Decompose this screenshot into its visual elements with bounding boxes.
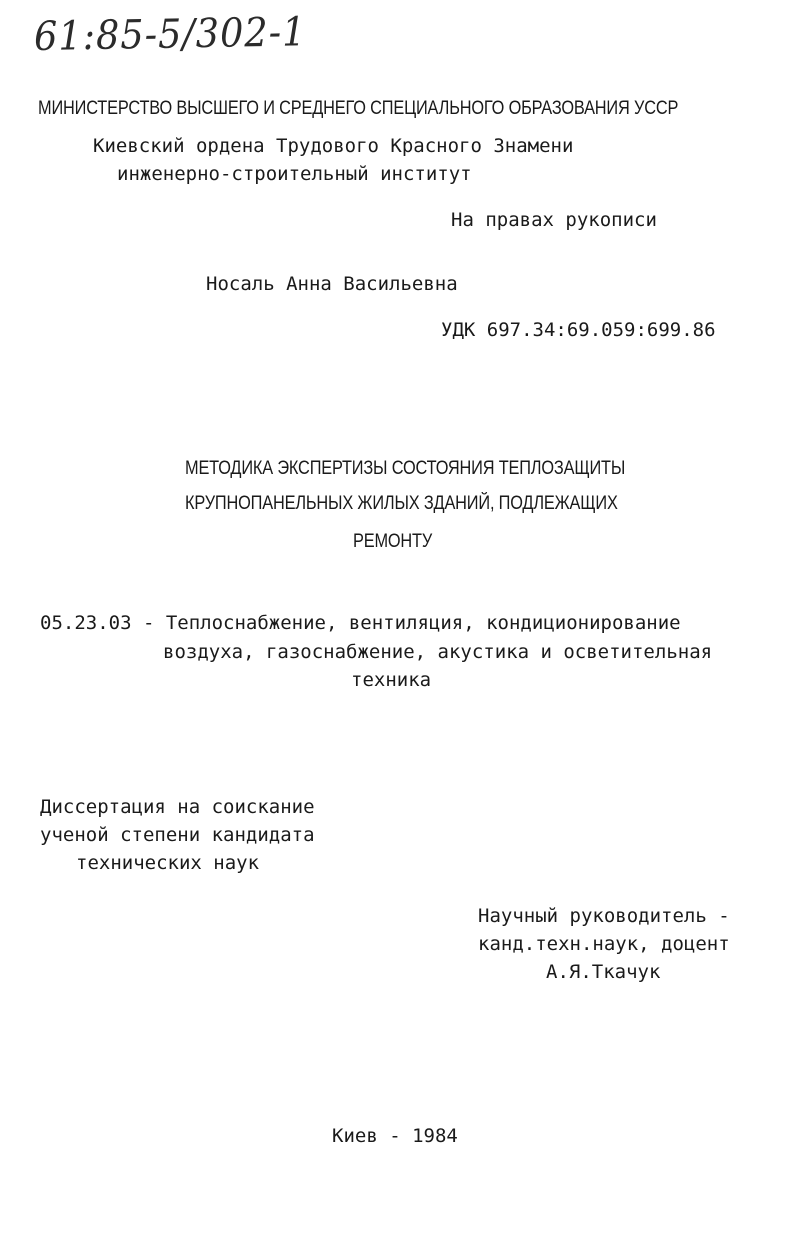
institute-line-1: Киевский ордена Трудового Красного Знамени (93, 135, 574, 157)
title-line-3: РЕМОНТУ (353, 531, 433, 552)
title-line-2: КРУПНОПАНЕЛЬНЫХ ЖИЛЫХ ЗДАНИЙ, ПОДЛЕЖАЩИХ (185, 493, 618, 514)
ministry-header: МИНИСТЕРСТВО ВЫСШЕГО И СРЕДНЕГО СПЕЦИАЛЬНОГО ОБРАЗОВАНИЯ УССР (38, 98, 679, 119)
specialty-line-1: 05.23.03 - Теплоснабжение, вентиляция, кондиционирование (40, 612, 681, 634)
dissertation-line-1: Диссертация на соискание (40, 796, 315, 818)
place-and-year: Киев - 1984 (332, 1125, 458, 1147)
specialty-line-2: воздуха, газоснабжение, акустика и осветительная (163, 641, 713, 663)
supervisor-line-1: Научный руководитель - (478, 905, 730, 927)
title-line-1: МЕТОДИКА ЭКСПЕРТИЗЫ СОСТОЯНИЯ ТЕПЛОЗАЩИТЫ (185, 458, 626, 479)
supervisor-line-2: канд.техн.наук, доцент (478, 933, 730, 955)
udc-code: УДК 697.34:69.059:699.86 (441, 319, 716, 341)
archive-mark-handwritten: 61:85-5/302-1 (33, 9, 307, 60)
dissertation-line-2: ученой степени кандидата (40, 824, 315, 846)
supervisor-name: А.Я.Ткачук (546, 961, 661, 983)
institute-line-2: инженерно-строительный институт (117, 163, 472, 185)
dissertation-line-3: технических наук (76, 852, 260, 874)
author-name: Носаль Анна Васильевна (206, 273, 458, 295)
specialty-line-3: техника (351, 669, 432, 691)
manuscript-note: На правах рукописи (451, 209, 657, 231)
